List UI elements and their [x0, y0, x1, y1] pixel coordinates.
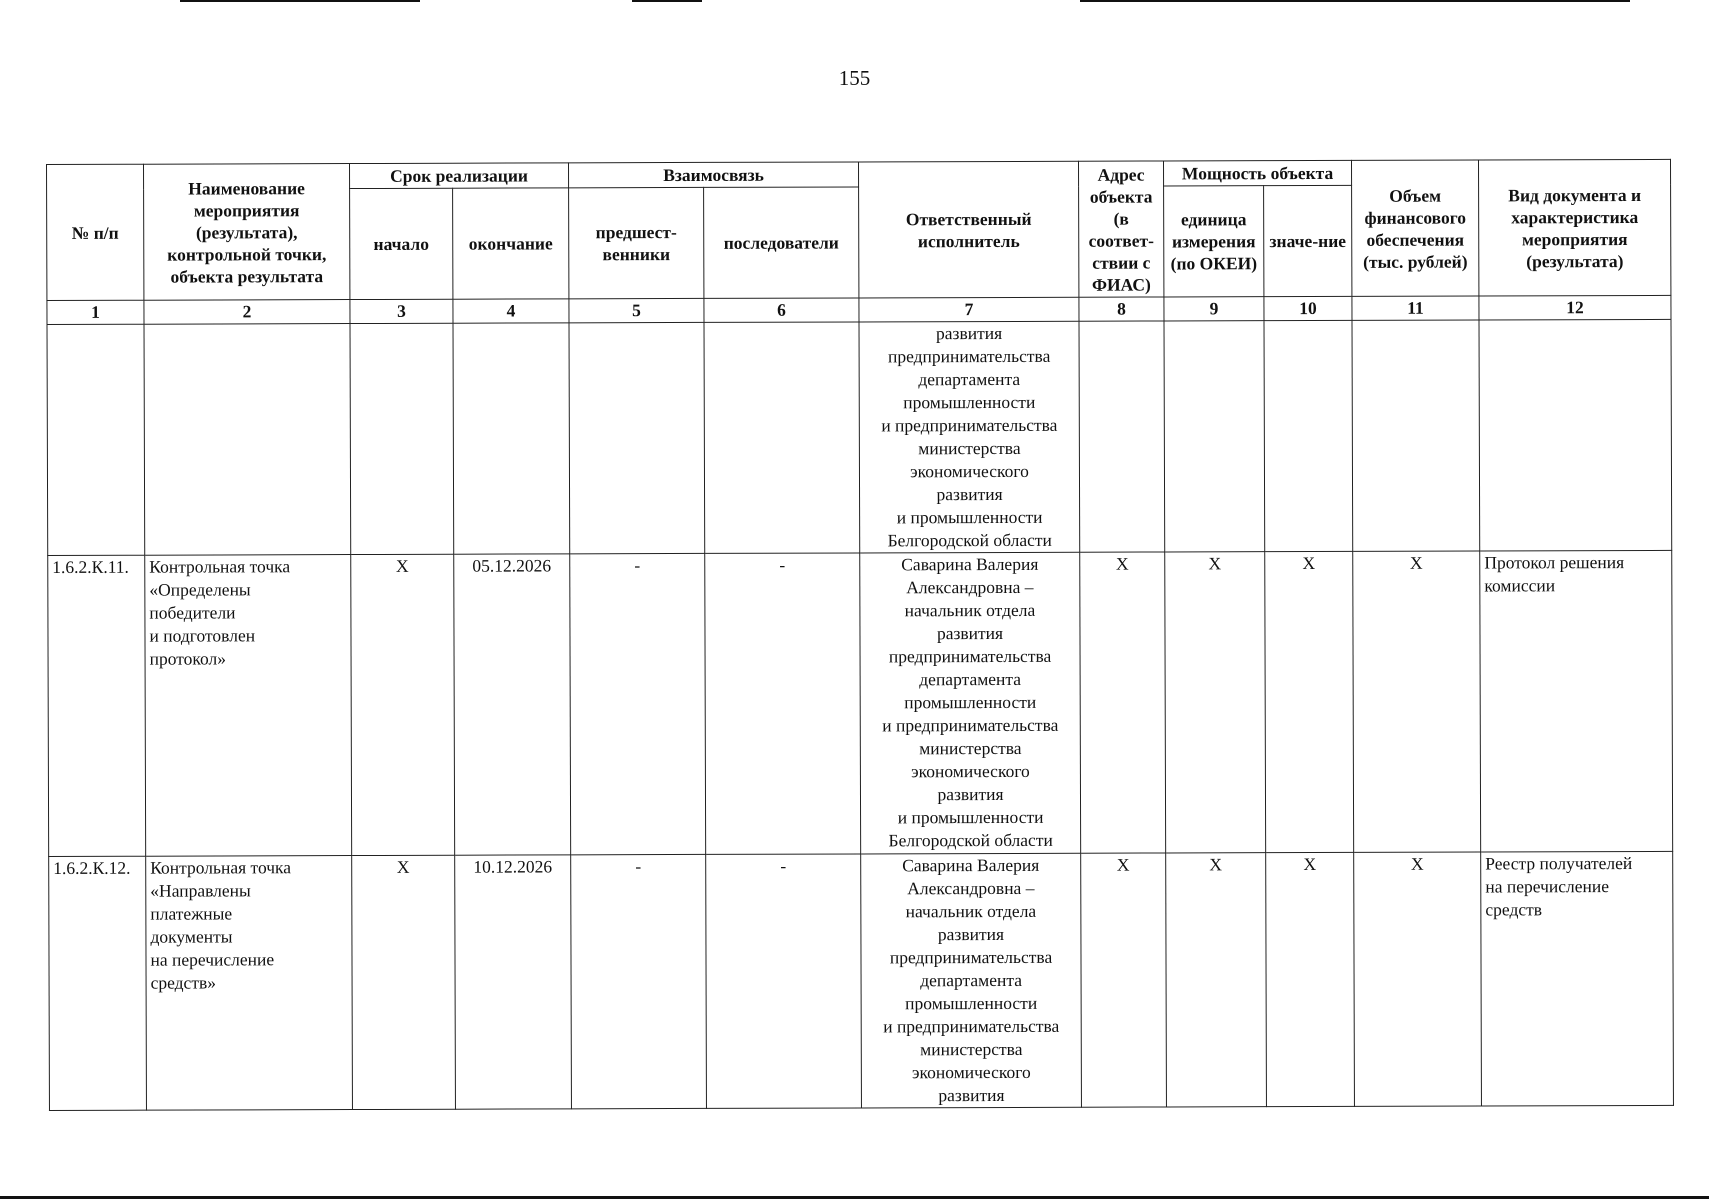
name-line: Контрольная точка: [149, 556, 291, 577]
object-address: X: [1080, 552, 1166, 853]
header-value: значе-ние: [1264, 185, 1352, 296]
header-predecessors: предшест-венники: [569, 187, 704, 298]
empty-cell: [47, 324, 145, 555]
executor-line: и предпринимательства: [882, 714, 1059, 736]
name-line: Контрольная точка: [150, 857, 292, 878]
executor-line: Саварина Валерия: [902, 854, 1040, 876]
empty-cell: [1164, 321, 1265, 552]
executor-line: и промышленности: [897, 806, 1044, 828]
executor-line: экономического: [911, 1061, 1031, 1083]
header-finance: Объем финансового обеспечения (тыс. рублей): [1352, 160, 1479, 296]
empty-cell: [144, 324, 351, 556]
name-line: платежные: [150, 903, 233, 924]
scan-artifact-top-left: [180, 0, 420, 2]
continuation-row: [47, 319, 1672, 555]
executor-line: предпринимательства: [888, 645, 1052, 667]
predecessors: -: [570, 553, 706, 854]
executor-line: экономического: [911, 760, 1030, 782]
empty-cell: [569, 322, 705, 553]
row-name: [145, 555, 352, 857]
predecessors: -: [571, 854, 707, 1108]
document-line: Протокол решения: [1484, 552, 1625, 573]
row-number: 1.6.2.К.12.: [49, 856, 147, 1110]
header-start: начало: [350, 188, 453, 299]
column-number: 8: [1079, 297, 1164, 321]
successors: -: [705, 553, 861, 854]
name-line: на перечисление: [150, 949, 275, 970]
finance-volume: X: [1353, 551, 1481, 852]
header-address: Адрес объекта (в соответ-ствии с ФИАС): [1079, 161, 1164, 297]
empty-cell: [1264, 320, 1353, 551]
executor-line: развития: [936, 622, 1004, 644]
row-number: 1.6.2.К.11.: [48, 555, 146, 856]
executor-line: начальник отдела: [904, 599, 1036, 621]
header-executor: Ответственный исполнитель: [859, 161, 1079, 298]
column-number: 5: [569, 298, 704, 322]
document-line: комиссии: [1484, 575, 1556, 596]
executor-line: развития: [937, 783, 1004, 805]
end-date: 05.12.2026: [454, 554, 571, 855]
executor-line: и предпринимательства: [881, 414, 1058, 436]
executor-cell: [860, 552, 1081, 854]
header-successors: последователи: [704, 187, 859, 298]
header-unit: единица измерения (по ОКЕИ): [1164, 186, 1264, 297]
name-line: документы: [150, 926, 233, 947]
executor-line: экономического: [910, 460, 1029, 482]
start-date: X: [352, 855, 456, 1109]
executor-line: министерства: [918, 437, 1021, 459]
executor-line: министерства: [919, 737, 1022, 759]
executor-line: развития: [938, 1084, 1005, 1106]
executor-line: развития: [936, 483, 1003, 505]
column-number: 10: [1264, 296, 1352, 320]
unit-of-measure: X: [1166, 853, 1267, 1107]
table-row: [49, 851, 1674, 1110]
executor-line: Белгородской области: [888, 829, 1053, 851]
document-line: средств: [1485, 899, 1543, 920]
executor-line: промышленности: [903, 391, 1036, 413]
executor-line: департамента: [919, 668, 1022, 690]
scan-artifact-top-center: [632, 0, 702, 2]
scan-artifact-bottom: [0, 1196, 1709, 1199]
column-number: 11: [1352, 296, 1479, 320]
implementation-plan-table: [46, 159, 1674, 1111]
executor-line: Саварина Валерия: [901, 553, 1039, 575]
successors: -: [706, 854, 862, 1108]
row-name: [146, 856, 353, 1111]
executor-line: предпринимательства: [889, 946, 1053, 968]
executor-cell: [861, 853, 1082, 1108]
executor-line: департамента: [918, 368, 1021, 390]
executor-line: Александровна –: [906, 576, 1034, 598]
name-line: протокол»: [149, 648, 227, 669]
document-line: Реестр получателей: [1485, 853, 1633, 874]
executor-line: промышленности: [905, 992, 1038, 1014]
end-date: 10.12.2026: [455, 855, 572, 1109]
capacity-value: X: [1265, 551, 1354, 852]
document-type: [1480, 550, 1673, 852]
header-number: № п/п: [47, 164, 144, 300]
executor-line: развития: [935, 322, 1003, 344]
column-number: 1: [47, 300, 144, 324]
page-number: 155: [838, 66, 871, 90]
empty-cell: [1352, 320, 1480, 551]
finance-volume: X: [1354, 852, 1482, 1106]
column-number: 9: [1164, 297, 1264, 321]
name-line: «Определены: [149, 579, 251, 600]
unit-of-measure: X: [1165, 552, 1266, 853]
header-end: окончание: [453, 188, 569, 299]
column-number: 7: [859, 297, 1079, 322]
executor-line: и промышленности: [896, 506, 1043, 528]
header-row-top: [47, 159, 1671, 189]
header-document: Вид документа и характеристика мероприятия (результата): [1479, 159, 1671, 296]
executor-line: Александровна –: [907, 877, 1035, 899]
header-power-group: Мощность объекта: [1164, 160, 1352, 186]
empty-cell: [350, 323, 454, 554]
empty-cell: [1479, 319, 1672, 551]
executor-line: и предпринимательства: [883, 1015, 1060, 1037]
table-row: [48, 550, 1673, 856]
scan-artifact-top-right: [1080, 0, 1630, 2]
executor-line: министерства: [920, 1038, 1023, 1060]
name-line: и подготовлен: [149, 625, 256, 646]
name-line: «Направлены: [150, 880, 251, 901]
executor-line: начальник отдела: [905, 900, 1037, 922]
header-name: Наименование мероприятия (результата), контрольной точки, объекта результата: [144, 164, 350, 301]
executor-line: предпринимательства: [887, 345, 1051, 367]
object-address: X: [1081, 853, 1167, 1107]
executor-cell: [859, 321, 1080, 553]
column-number: 6: [704, 298, 859, 322]
column-number: 4: [453, 299, 569, 323]
empty-cell: [453, 323, 570, 554]
executor-line: промышленности: [904, 691, 1037, 713]
document-line: на перечисление: [1485, 876, 1610, 897]
column-number: 2: [144, 300, 350, 325]
capacity-value: X: [1266, 852, 1355, 1106]
column-number: 3: [350, 299, 453, 323]
empty-cell: [1079, 321, 1165, 552]
document-type: [1481, 851, 1674, 1106]
executor-line: департамента: [920, 969, 1023, 991]
header-link-group: Взаимосвязь: [569, 162, 859, 188]
start-date: X: [351, 554, 455, 855]
column-number: 12: [1479, 295, 1671, 320]
name-line: средств»: [150, 972, 216, 993]
executor-line: развития: [937, 923, 1005, 945]
name-line: победители: [149, 602, 236, 623]
header-term-group: Срок реализации: [350, 163, 569, 189]
empty-cell: [704, 322, 860, 553]
executor-line: Белгородской области: [887, 529, 1052, 551]
